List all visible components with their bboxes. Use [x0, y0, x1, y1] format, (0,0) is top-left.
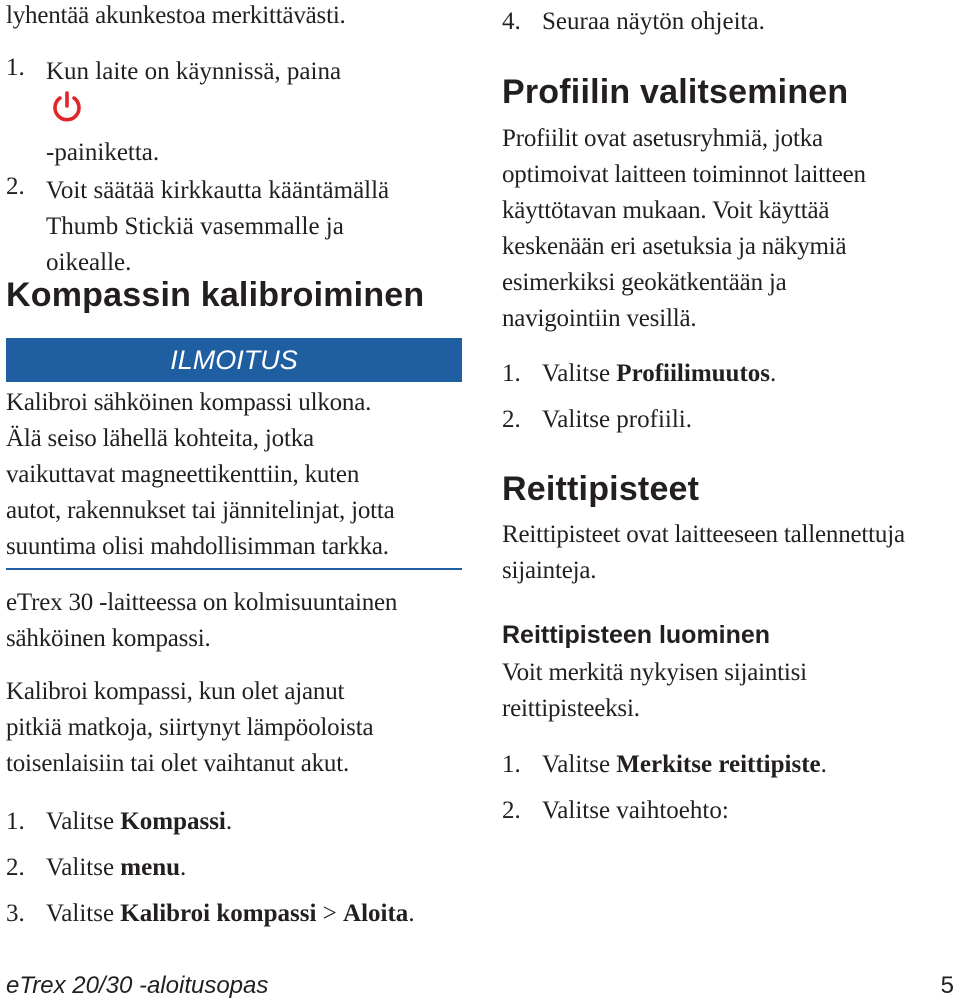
waypoints-paragraph	[502, 517, 905, 589]
paragraph-line: sijainteja.	[502, 557, 597, 584]
notice-line: suuntima olisi mahdollisimman tarkka.	[6, 533, 389, 560]
intro-line: lyhentää akunkestoa merkittävästi.	[6, 2, 346, 29]
profiles-paragraph	[502, 121, 866, 337]
step-text: Valitse vaihtoehto:	[542, 797, 729, 824]
paragraph-line: keskenään eri asetuksia ja näkymiä	[502, 233, 847, 260]
step-number: 4.	[502, 8, 521, 35]
section-heading: Kompassin kalibroiminen	[6, 276, 425, 314]
paragraph-line: toisenlaisiin tai olet vaihtanut akut.	[6, 750, 350, 777]
paragraph-line: pitkiä matkoja, siirtynyt lämpöoloista	[6, 714, 374, 741]
backlight-steps	[6, 54, 389, 281]
list-item	[6, 173, 389, 281]
notice-line: autot, rakennukset tai jännitelinjat, jotta	[6, 497, 395, 524]
list-item	[502, 354, 776, 400]
paragraph-line: reittipisteeksi.	[502, 695, 640, 722]
step-bold: Aloita	[343, 900, 409, 927]
notice-line: Kalibroi sähköinen kompassi ulkona.	[6, 389, 372, 416]
section-heading: Reittipisteet	[502, 470, 700, 508]
step-number: 2.	[6, 854, 25, 881]
notice-title: ILMOITUS	[6, 338, 462, 382]
calibration-steps	[6, 802, 415, 940]
list-item	[502, 400, 776, 446]
step-number: 1.	[6, 54, 25, 81]
step-number: 2.	[502, 406, 521, 433]
notice-box	[6, 338, 462, 570]
list-item	[6, 894, 415, 940]
step-number: 1.	[502, 751, 521, 778]
continued-steps	[502, 2, 765, 42]
paragraph-line: eTrex 30 -laitteessa on kolmisuuntainen	[6, 589, 398, 616]
step-number: 1.	[6, 808, 25, 835]
step-text: Seuraa näytön ohjeita.	[542, 8, 765, 35]
notice-line: Älä seiso lähellä kohteita, jotka	[6, 425, 314, 452]
paragraph-line: käyttötavan mukaan. Voit käyttää	[502, 197, 830, 224]
create-steps	[502, 745, 827, 837]
step-text: Valitse	[46, 900, 121, 927]
page-number: 5	[940, 972, 954, 999]
step-text: .	[180, 854, 187, 881]
step-number: 3.	[6, 900, 25, 927]
step-bold: Kalibroi kompassi	[120, 900, 317, 927]
paragraph-line: navigointiin vesillä.	[502, 305, 697, 332]
notice-line: vaikuttavat magneettikenttiin, kuten	[6, 461, 360, 488]
step-bold: menu	[120, 854, 181, 881]
paragraph-line: Kalibroi kompassi, kun olet ajanut	[6, 678, 345, 705]
compass-paragraph	[6, 585, 397, 657]
step-text: Kun laite on käynnissä, paina	[46, 58, 342, 85]
power-icon	[50, 90, 341, 135]
step-bold: Merkitse reittipiste	[616, 751, 821, 778]
calibration-paragraph	[6, 674, 373, 782]
step-bold: Profiilimuutos	[616, 360, 771, 387]
list-item	[6, 802, 415, 848]
list-item	[502, 745, 827, 791]
notice-rule	[6, 568, 462, 570]
step-number: 2.	[6, 173, 25, 200]
step-text: .	[225, 808, 233, 835]
step-number: 1.	[502, 360, 521, 387]
step-text: Valitse	[542, 360, 617, 387]
step-text: Voit säätää kirkkautta kääntämällä	[46, 177, 390, 204]
paragraph-line: Reittipisteet ovat laitteeseen tallennettuja	[502, 521, 905, 548]
paragraph-line: Voit merkitä nykyisen sijaintisi	[502, 659, 807, 686]
step-text: Valitse profiili.	[542, 406, 692, 433]
step-text: .	[770, 360, 777, 387]
paragraph-line: optimoivat laitteen toiminnot laitteen	[502, 161, 866, 188]
section-heading: Profiilin valitseminen	[502, 73, 849, 111]
list-item	[6, 848, 415, 894]
create-paragraph	[502, 655, 807, 727]
list-item	[502, 791, 827, 837]
step-bold: Kompassi	[120, 808, 226, 835]
step-text: oikealle.	[46, 249, 132, 276]
step-text: >	[316, 900, 344, 927]
step-text: Thumb Stickiä vasemmalle ja	[46, 213, 344, 240]
step-text: Valitse	[542, 751, 617, 778]
paragraph-line: sähköinen kompassi.	[6, 625, 211, 652]
notice-text	[6, 385, 462, 565]
list-item	[502, 2, 765, 42]
step-number: 2.	[502, 797, 521, 824]
profile-steps	[502, 354, 776, 446]
subsection-heading: Reittipisteen luominen	[502, 621, 771, 649]
step-text: Valitse	[46, 808, 121, 835]
footer-title: eTrex 20/30 -aloitusopas	[6, 972, 269, 999]
step-text: Valitse	[46, 854, 121, 881]
paragraph-line: Profiilit ovat asetusryhmiä, jotka	[502, 125, 823, 152]
paragraph-line: esimerkiksi geokätkentään ja	[502, 269, 787, 296]
step-text: -painiketta.	[46, 139, 160, 166]
step-text: .	[408, 900, 415, 927]
list-item	[6, 54, 389, 171]
step-text: .	[820, 751, 827, 778]
